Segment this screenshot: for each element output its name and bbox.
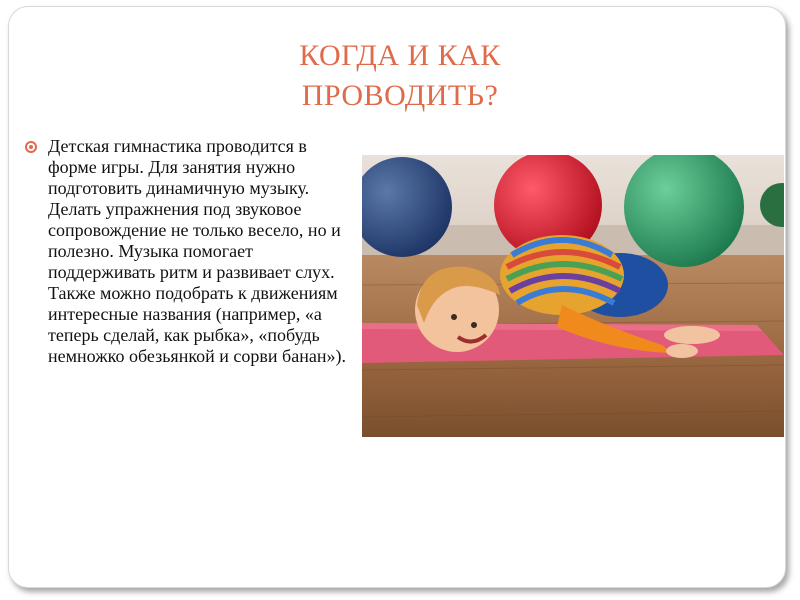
photo-child-stretching <box>362 155 784 437</box>
slide-title-line-2: ПРОВОДИТЬ? <box>301 79 499 112</box>
circle-bullet-icon <box>24 140 38 154</box>
body-text: Детская гимнастика проводится в форме игры. Для занятия нужно подготовить динамичную музыку. Делать упражнения под звуковое сопровождение не только весело, но и полезно. Музыка помогает поддерживать ритм и развивает слух. Также можно подобрать к движениям интересные названия (например, «а теперь сделай, как рыбка», «побудь немножко обезьянкой и сорви банан»). <box>48 136 346 366</box>
slide-title <box>120 36 680 116</box>
slide-title-line-1: КОГДА И КАК <box>299 39 501 72</box>
